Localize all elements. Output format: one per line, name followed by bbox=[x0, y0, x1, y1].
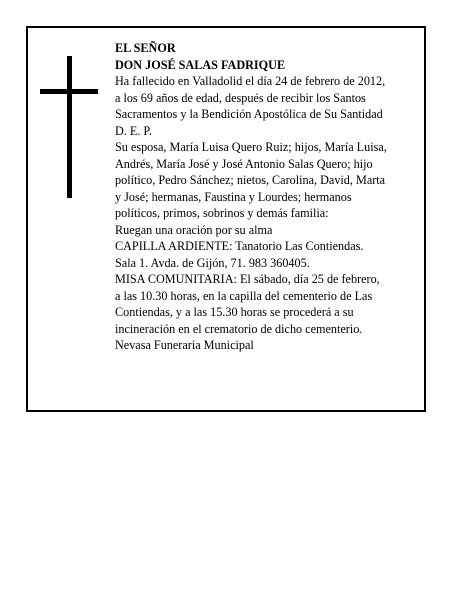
notice-text bbox=[115, 40, 425, 354]
notice-line: Ruegan una oración por su alma bbox=[115, 222, 273, 237]
notice-line: MISA COMUNITARIA: El sábado, día 25 de febrero, bbox=[115, 272, 380, 286]
notice-line: Su esposa, María Luisa Quero Ruiz; hijos, María Luisa, bbox=[115, 140, 387, 154]
notice-line: a las 10.30 horas, en la capilla del cementerio de Las bbox=[115, 288, 373, 303]
notice-line: Contiendas, y a las 15.30 horas se procederá a su bbox=[115, 305, 354, 319]
notice-title: EL SEÑOR bbox=[115, 41, 176, 55]
notice-line: Sacramentos y la Bendición Apostólica de Su Santidad bbox=[115, 107, 383, 121]
notice-line: incineración en el crematorio de dicho cementerio. bbox=[115, 321, 363, 336]
obituary-notice bbox=[26, 26, 426, 412]
deceased-name: DON JOSÉ SALAS FADRIQUE bbox=[115, 57, 286, 72]
notice-line: Andrés, María José y José Antonio Salas Quero; hijo bbox=[115, 156, 373, 171]
notice-line: y José; hermanas, Faustina y Lourdes; hermanos bbox=[115, 189, 352, 204]
notice-line: Sala 1. Avda. de Gijón, 71. 983 360405. bbox=[115, 255, 310, 270]
notice-line: CAPILLA ARDIENTE: Tanatorio Las Contiendas. bbox=[115, 239, 364, 253]
cross-icon bbox=[40, 56, 98, 198]
notice-line: Ha fallecido en Valladolid el día 24 de febrero de 2012, bbox=[115, 74, 386, 88]
notice-line: políticos, primos, sobrinos y demás familia: bbox=[115, 206, 329, 220]
notice-line: Nevasa Funeraria Municipal bbox=[115, 338, 254, 352]
notice-line: D. E. P. bbox=[115, 123, 152, 138]
cross-horizontal-bar bbox=[40, 89, 98, 94]
cross-vertical-bar bbox=[67, 56, 72, 198]
notice-line: a los 69 años de edad, después de recibir los Santos bbox=[115, 90, 366, 105]
notice-line: político, Pedro Sánchez; nietos, Carolina, David, Marta bbox=[115, 173, 386, 187]
